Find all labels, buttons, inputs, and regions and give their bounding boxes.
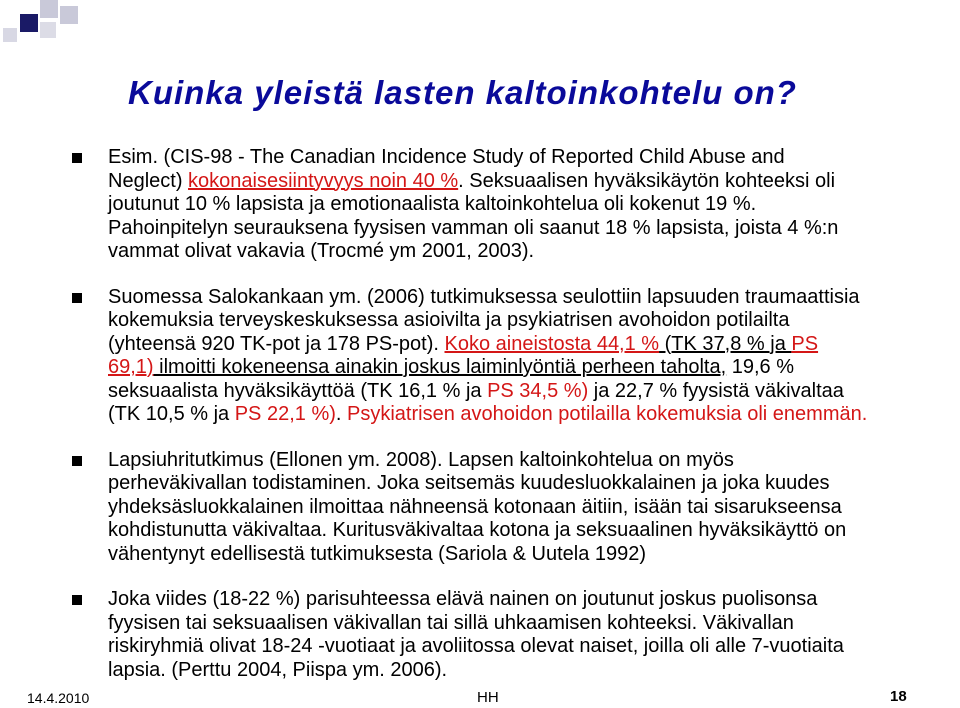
bullet-line xyxy=(108,170,942,194)
text-run: . xyxy=(335,403,348,425)
text-run: ja 22,7 % fyysistä väkivaltaa xyxy=(588,379,844,402)
text-run: Esim. (CIS-98 - The Canadian Incidence Study of Reported Child Abuse and xyxy=(108,146,785,168)
bullet-item xyxy=(72,449,942,567)
text-run: PS 34,5 %) xyxy=(487,379,589,402)
bullet-square-icon xyxy=(72,595,82,605)
bullet-line xyxy=(108,519,942,543)
bullet-item xyxy=(72,588,942,682)
text-run: kokemuksia terveyskeskuksessa asioivilta ja psykiatrisen avohoidon potilailta xyxy=(108,309,790,331)
bullet-line xyxy=(108,472,942,496)
decor-square-light-1 xyxy=(40,0,58,18)
bullet-line xyxy=(108,217,942,241)
page-number: 18 xyxy=(890,688,907,705)
bullet-line xyxy=(108,309,942,333)
bullet-line xyxy=(108,193,942,217)
decor-square-dark-1 xyxy=(20,14,38,32)
decor-square-light-3 xyxy=(3,28,17,42)
bullet-line xyxy=(108,635,942,659)
footer-date: 14.4.2010 xyxy=(27,690,90,706)
bullet-line xyxy=(108,612,942,636)
text-run: seksuaalista hyväksikäyttöä (TK 16,1 % ja xyxy=(108,379,488,402)
bullet-line xyxy=(108,146,942,170)
bullet-line xyxy=(108,403,942,427)
text-run: 19,6 % xyxy=(726,356,794,378)
text-run: perheväkivallan todistaminen. Joka seitsemäs kuudesluokkalainen ja joka kuudes xyxy=(108,472,830,494)
text-run: joutunut 10 % lapsista ja emotionaalista kaltoinkohtelua oli kokenut 19 %. xyxy=(108,193,757,215)
bullet-line xyxy=(108,496,942,520)
text-run: kokonaisesiintyvyys noin 40 % xyxy=(188,169,459,192)
text-run: Pahoinpitelyn seurauksena fyysisen vamman oli saanut 18 % lapsista, joista 4 %:n xyxy=(108,216,839,239)
footer-author: HH xyxy=(477,689,499,706)
decor-square-light-4 xyxy=(40,22,56,38)
text-run: yhdeksäsluokkalainen ilmoittaa nähneensä kotonaan äitiin, isään tai sisarukseensa xyxy=(108,495,842,518)
bullet-square-icon xyxy=(72,153,82,163)
bullet-line xyxy=(108,380,942,404)
text-run: vammat olivat vakavia (Trocmé ym 2001, 2003). xyxy=(108,240,535,262)
bullet-item xyxy=(72,286,942,427)
bullet-line xyxy=(108,659,942,683)
bullet-square-icon xyxy=(72,293,82,303)
text-run: PS xyxy=(791,332,819,355)
text-run: . Seksuaalisen hyväksikäytön kohteeksi oli xyxy=(458,169,836,192)
text-run: lapsia. (Perttu 2004, Piispa ym. 2006). xyxy=(108,658,448,681)
text-run: riskiryhmiä olivat 18-24 -vuotiaat ja avoliitossa olevat naiset, joilla oli alle 7-vuotiaita xyxy=(108,635,844,657)
text-run: Suomessa Salokankaan ym. (2006) tutkimuksessa seulottiin lapsuuden traumaattisia xyxy=(108,285,860,308)
text-run: fyysisen tai seksuaalisen väkivallan tai sillä uhkaamisen kohteeksi. Väkivallan xyxy=(108,611,794,634)
bullet-item xyxy=(72,146,942,264)
text-run: 69,1) xyxy=(108,356,154,378)
decor-square-light-2 xyxy=(60,6,78,24)
bullet-square-icon xyxy=(72,456,82,466)
text-run: ilmoitti kokeneensa ainakin joskus laiminlyöntiä perheen taholta, xyxy=(153,356,727,378)
text-run: vähentynyt edellisestä tutkimuksesta (Sariola & Uutela 1992) xyxy=(108,542,647,565)
bullet-line xyxy=(108,449,942,473)
text-run: Lapsiuhritutkimus (Ellonen ym. 2008). Lapsen kaltoinkohtelua on myös xyxy=(108,448,734,471)
text-run: Joka viides (18-22 %) parisuhteessa elävä nainen on joutunut joskus puolisonsa xyxy=(108,588,818,610)
bullet-list xyxy=(72,146,942,704)
text-run: PS 22,1 %) xyxy=(234,403,336,425)
bullet-line xyxy=(108,286,942,310)
text-run: Koko aineistosta 44,1 % xyxy=(444,332,660,355)
slide-title: Kuinka yleistä lasten kaltoinkohtelu on? xyxy=(128,74,797,111)
bullet-line xyxy=(108,240,942,264)
text-run: (yhteensä 920 TK-pot ja 178 PS-pot). xyxy=(108,332,445,355)
text-run: (TK 37,8 % ja xyxy=(659,332,792,355)
text-run: Neglect) xyxy=(108,169,189,192)
text-run: (TK 10,5 % ja xyxy=(108,403,235,425)
bullet-line xyxy=(108,333,942,357)
text-run: Psykiatrisen avohoidon potilailla kokemuksia oli enemmän. xyxy=(347,403,868,425)
bullet-line xyxy=(108,356,942,380)
text-run: kohdistunutta väkivaltaa. Kuritusväkivaltaa kotona ja seksuaalinen hyväksikäyttö on xyxy=(108,519,847,541)
bullet-line xyxy=(108,588,942,612)
bullet-line xyxy=(108,543,942,567)
